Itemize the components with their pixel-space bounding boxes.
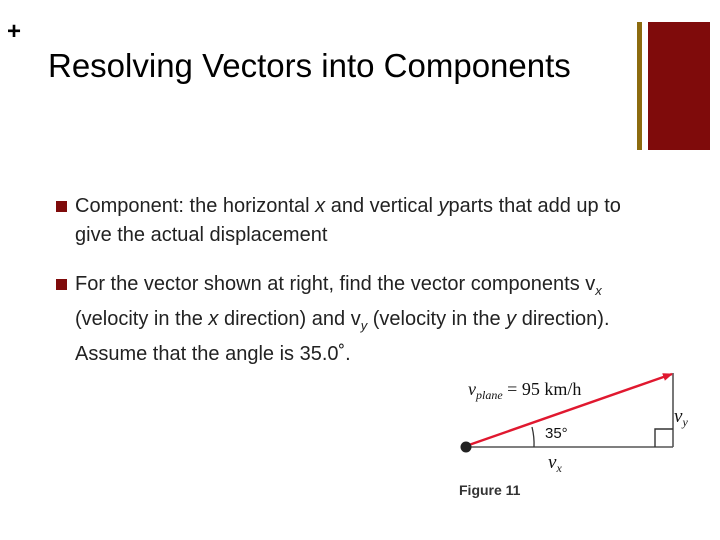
vector-figure [440, 366, 700, 506]
bullet-square-icon [56, 201, 67, 212]
vplane-subscript: plane [476, 388, 503, 402]
bullet-text: direction) and [218, 308, 351, 330]
bullet-item-component [56, 192, 636, 250]
bullet-text: and vertical [325, 195, 439, 217]
bullet-text: (velocity in the [367, 308, 507, 330]
vx-symbol: v [548, 452, 557, 473]
bullet-symbol-v: v [350, 308, 361, 330]
vx-subscript: x [556, 461, 562, 475]
bullet-list [56, 192, 636, 389]
bullet-italic-y: y [438, 195, 449, 217]
bullet-italic-x: x [208, 308, 219, 330]
bullet-text: parts that add up to give the actual displacement [75, 195, 621, 246]
gold-accent-bar [637, 22, 642, 150]
bullet-subscript-y: y [360, 318, 368, 333]
bullet-text: (velocity in the [75, 308, 209, 330]
bullet-italic-y: y [506, 308, 517, 330]
bullet-item-problem [56, 270, 636, 369]
vy-label [674, 406, 688, 430]
bullet-symbol-v: v [585, 273, 596, 295]
bullet-text: For the vector shown at right, find the vector components [75, 273, 586, 295]
bullet-square-icon [56, 279, 67, 290]
angle-label: 35° [542, 425, 571, 442]
bullet-text: Component: the horizontal [75, 195, 316, 217]
vplane-label [468, 379, 581, 403]
vx-label [548, 452, 562, 476]
slide-title: Resolving Vectors into Components [48, 47, 571, 84]
vy-symbol: v [674, 406, 683, 427]
bullet-italic-x: x [315, 195, 326, 217]
red-accent-block [648, 22, 710, 150]
right-angle-marker [655, 429, 673, 447]
vy-subscript: y [682, 415, 688, 429]
plus-sign: + [7, 18, 22, 45]
vplane-value: = 95 km/h [502, 379, 582, 399]
bullet-text: direction). Assume that the angle is 35.0˚. [75, 308, 610, 365]
bullet-subscript-x: x [595, 283, 602, 298]
origin-point [461, 442, 472, 453]
vplane-symbol: v [468, 379, 476, 399]
figure-caption: Figure 11 [459, 482, 521, 498]
angle-arc [532, 427, 534, 447]
